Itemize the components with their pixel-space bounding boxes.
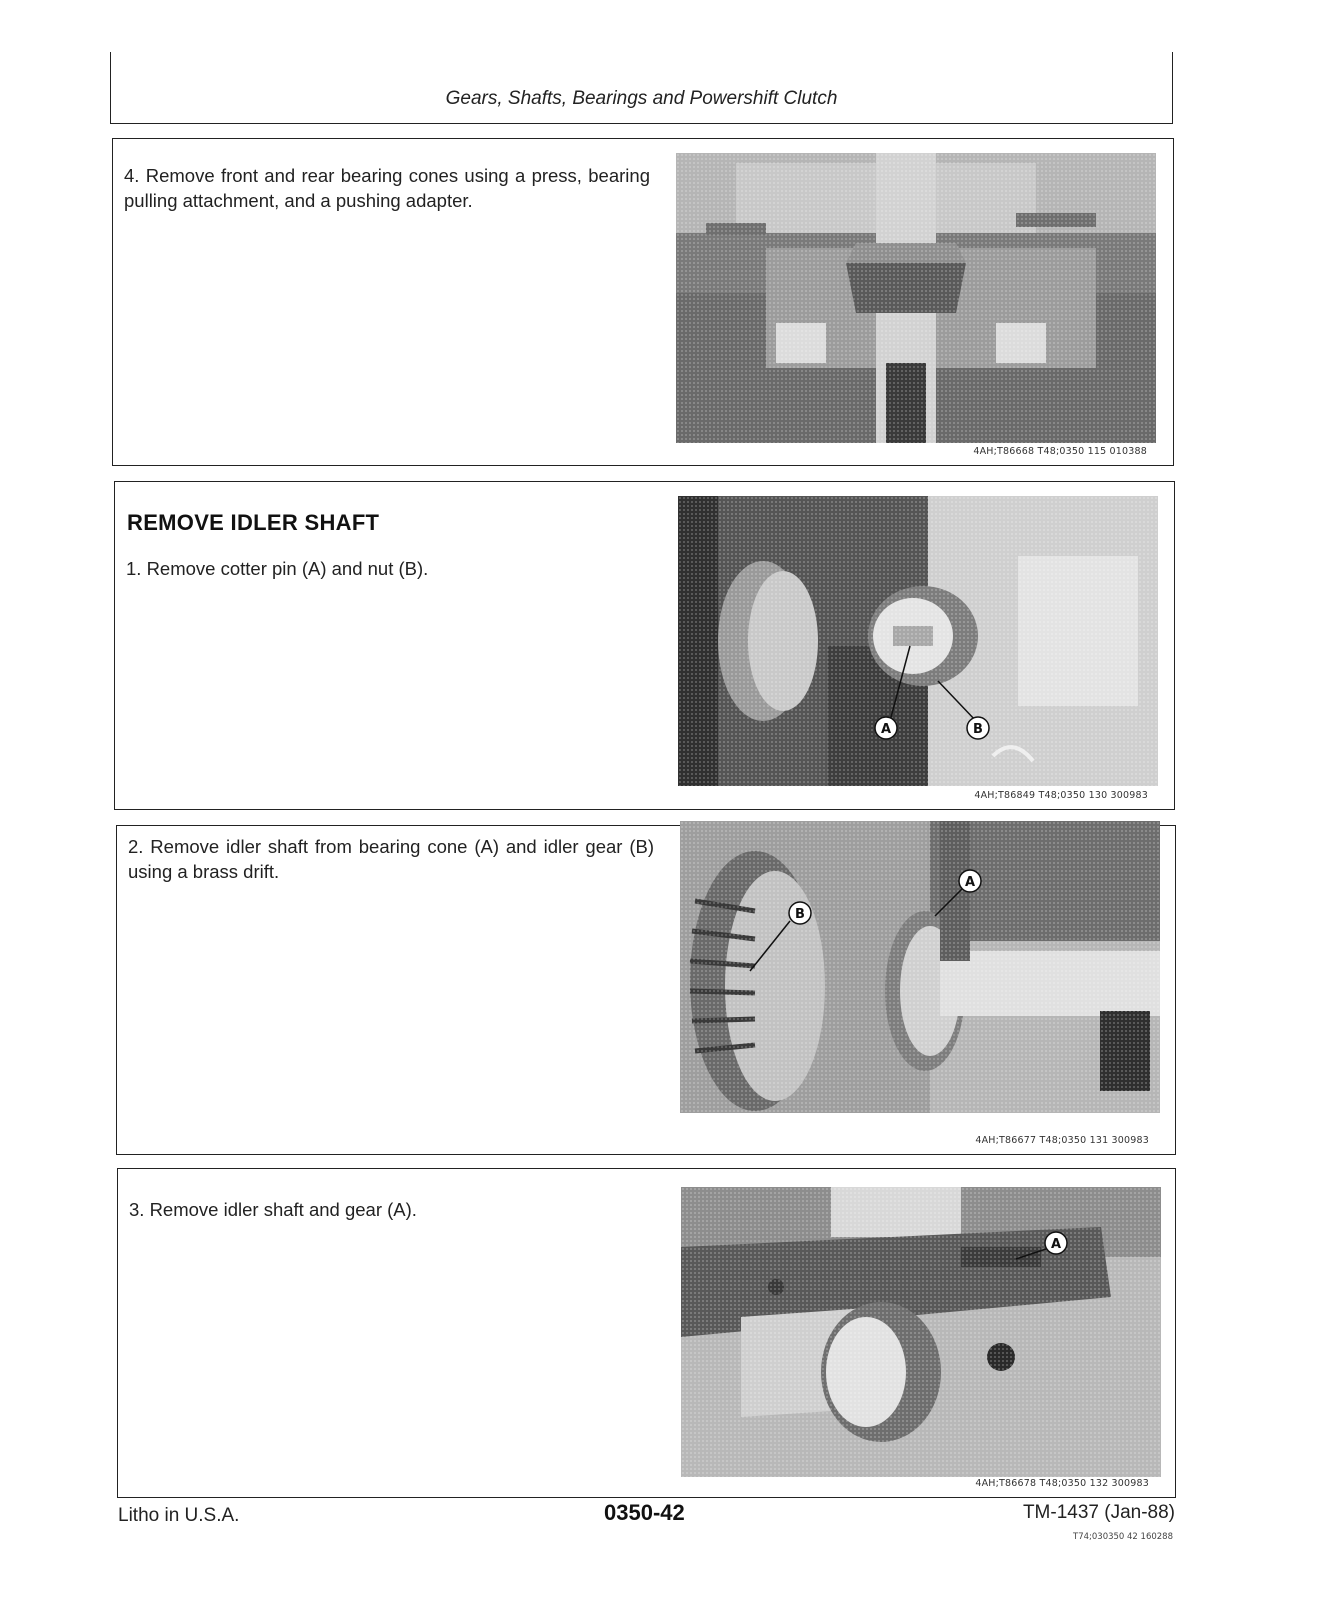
header-rule-bottom [110, 123, 1173, 124]
step-text: 4. Remove front and rear bearing cones using a press, bearing pulling attachment, and a pushing adapter. [124, 165, 650, 211]
photo-caption: 4AH;T86677 T48;0350 131 300983 [975, 1135, 1149, 1146]
step-text: 3. Remove idler shaft and gear (A). [129, 1199, 417, 1220]
photo-idler-nut [678, 496, 1158, 786]
step-text: 1. Remove cotter pin (A) and nut (B). [126, 558, 429, 579]
photo-caption: 4AH;T86678 T48;0350 132 300983 [975, 1478, 1149, 1489]
callout-a: A [880, 722, 892, 737]
section-heading: REMOVE IDLER SHAFT [127, 510, 380, 535]
photo-bearing-press [676, 153, 1156, 443]
callout-a: A [964, 875, 976, 890]
photo-idler-gear [680, 821, 1160, 1113]
photo-caption: 4AH;T86849 T48;0350 130 300983 [974, 790, 1148, 801]
document-id: TM-1437 (Jan-88) [1022, 1502, 1175, 1523]
callout-a: A [1050, 1237, 1062, 1252]
footer-litho: Litho in U.S.A. [118, 1505, 240, 1526]
photo-shaft-gear [681, 1187, 1161, 1477]
callout-b: B [973, 722, 983, 737]
page-header-title: Gears, Shafts, Bearings and Powershift Clutch [445, 88, 838, 109]
page-number: 0350-42 [604, 1500, 685, 1525]
step-panel-bearing-cones [112, 138, 1174, 466]
footer-code: T74;030350 42 160288 [1073, 1532, 1173, 1542]
step-panel-brass-drift [116, 825, 1176, 1155]
step-text: 2. Remove idler shaft from bearing cone (A) and idler gear (B) using a brass drift. [128, 836, 654, 882]
callout-b: B [795, 907, 805, 922]
step-panel-cotter-pin [114, 481, 1175, 810]
photo-caption: 4AH;T86668 T48;0350 115 010388 [973, 446, 1147, 457]
step-panel-idler-shaft-gear [117, 1168, 1176, 1498]
